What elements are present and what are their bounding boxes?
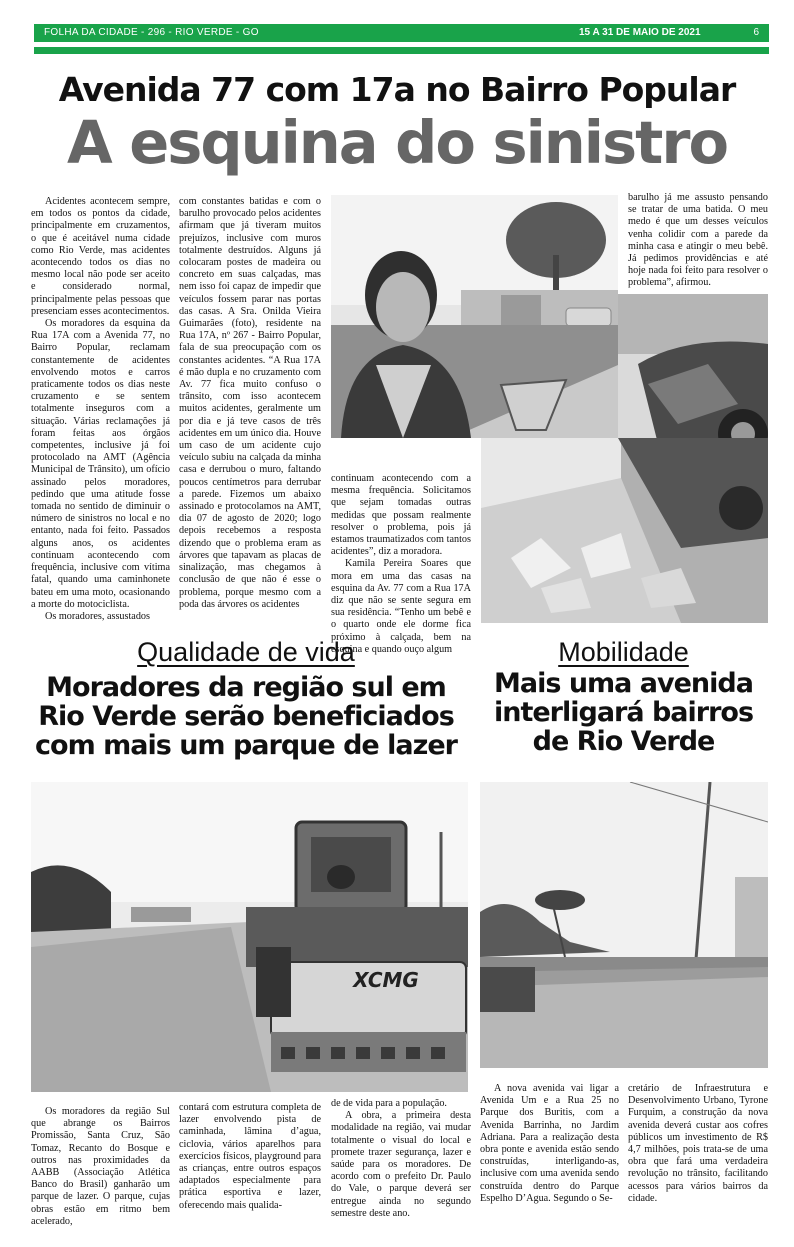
page-number: 6 (753, 27, 759, 38)
story1-col1 (31, 196, 170, 623)
roller-brand: XCMG (353, 968, 419, 992)
story1-headline: Avenida 77 com 17a no Bairro Popular (58, 70, 736, 109)
paragraph: de de vida para a população. (331, 1098, 447, 1109)
story2-kicker: Qualidade de vida (137, 637, 355, 667)
paragraph: A nova avenida vai ligar a Avenida Um e a Rua 25 no Parque dos Buritis, com a Avenida Barrinha, no Jardim Adriana. Para a realização desta obra ponte e avenida estão sendo construídas, interligando-as, inclusive com uma avenida sendo construída dentro do Parque Espelho D’Agua. Segundo o Se- (480, 1083, 619, 1204)
story3-headline: Mais uma avenida interligará bairros de Rio Verde (493, 668, 754, 757)
header-band (34, 24, 769, 42)
paragraph: Os moradores da região Sul que abrange os Bairros Promissão, Santa Cruz, São Tomaz, Recanto do Bosque e outros nas proximidades da AABB (Associação Atlética Banco do Brasil) ganharão um parque de lazer. O parque, cujas obras estão em ritmo bem acelerado, (31, 1106, 170, 1227)
paragraph: contará com estrutura completa de lazer envolvendo pista de caminhada, lâmina d’agua, ciclovia, vários aparelhos para exercícios físicos, playground para as crianças, entre outros espaços adaptados especialmente para prática esportiva e lazer, oferecendo mais qualida- (179, 1102, 322, 1211)
story1-col3 (331, 473, 471, 656)
story2-col1 (31, 1106, 170, 1228)
paragraph: A obra, a primeira desta modalidade na região, vai mudar totalmente o visual do local e promete trazer segurança, lazer e saúde para os moradores. De acordo com o prefeito Dr. Paulo do Vale, o parque deverá ser entregue ainda no segundo semestre deste ano. (331, 1110, 471, 1219)
paragraph: com constantes batidas e com o barulho provocado pelos acidentes afirmam que já tiveram muitos prejuízos, inclusive com muros totalmente destruídos. Alguns já colocaram postes de madeira ou concreto em suas calçadas, mas nem isso foi capaz de impedir que veículos fossem parar nas portas das casas. A Sra. Onilda Vieira Guimarães (foto), residente na Rua 17A, nº 267 - Bairro Popular, fala de sua preocupação com os constantes acidentes. “A Rua 17A é mão dupla e no cruzamento com Av. 77 fica muito confuso o trânsito, com isso acontecem muitos acidentes, geralmente um por dia e já teve casos de três acidentes em um único dia. Houve um caso de um acidente cujo veículo subiu na calçada da minha casa e derrubou o muro, faltando poucos centímetros para derrubar a parede. Fizemos um abaixo assinado e protocolamos na AMT, dia 07 de agosto de 2020; logo depois recebemos a resposta dizendo que o problema eram as árvores que tapavam as placas de sinalização, mas chegamos à conclusão de que não é esse o problema, porque mesmo com a poda das árvores os acidentes (179, 196, 321, 610)
story2-col3 (331, 1098, 471, 1220)
paragraph: Acidentes acontecem sempre, em todos os pontos da cidade, principalmente em cruzamentos, o que é aceitável numa cidade como Rio Verde, mas acidentes acontecendo todos os dias no mesmo local não pode ser aceito e considerado normal, principalmente pelas pessoas que presenciam esses acontecimentos. (31, 196, 170, 317)
edition-date: 15 A 31 DE MAIO DE 2021 (579, 27, 701, 38)
road-roller-photo (31, 782, 468, 1092)
paragraph: cretário de Infraestrutura e Desenvolvimento Urbano, Tyrone Furquim, a construção da nova avenida deverá custar aos cofres públicos um investimento de R$ 4,7 milhões, pois trata-se de uma obra que fará uma verdadeira revolução no trânsito, facilitando acessos para vários bairros da cidade. (628, 1083, 768, 1204)
paragraph: continuam acontecendo com a mesma frequência. Solicitamos que sejam tomadas outras medidas que possam realmente resolver o problema, pois já estamos traumatizados com tantos acidentes”, diz a moradora. (331, 473, 471, 558)
paragraph: Os moradores da esquina da Rua 17A com a Avenida 77, no Bairro Popular, reclamam constantemente de acidentes envolvendo motos e carros praticamente todos os dias neste cruzamento e se sentem totalmente inseguros com a situação. Várias reclamações já foram feitas aos órgãos competentes, inclusive já foi protocolado na AMT (Agência Municipal de Trânsito), um ofício assinado pelos moradores, pedindo que uma atitude fosse tomada no sentido de diminuir o número de sinistros no local e no entanto, nada foi feito. Passados alguns anos, os acidentes continuam acontecendo com frequência, inclusive com vítima fatal, quando uma caminhonete bateu em uma moto, ocasionando a morte do motociclista. (31, 318, 170, 610)
resident-photo (331, 195, 618, 438)
avenue-photo (480, 782, 768, 1068)
story1-title: A esquina do sinistro (67, 108, 727, 177)
header-rule (34, 47, 769, 54)
newspaper-name: FOLHA DA CIDADE - 296 - RIO VERDE - GO (44, 27, 259, 38)
rubble-photo (481, 438, 768, 623)
story3-kicker: Mobilidade (558, 637, 689, 667)
story2-col2 (179, 1102, 321, 1212)
story1-col2 (179, 196, 321, 611)
paragraph: Kamila Pereira Soares que mora em uma das casas na esquina da Av. 77 com a Rua 17A diz que não se sente segura em sua residência. “Tenho um bebê e o quarto onde ele dorme fica próximo à calçada, bem na esquina e quando ouço algum (331, 558, 471, 655)
story3-col2 (628, 1083, 768, 1205)
paragraph: Os moradores, assustados (45, 610, 150, 622)
story2-headline: Moradores da região sul em Rio Verde serão beneficiados com mais um parque de lazer (35, 672, 457, 761)
paragraph: barulho já me assusto pensando se tratar de uma batida. O meu medo é que um desses veículos venha colidir com a parede da minha casa e atingir o meu bebê. Já pedimos providências e até hoje nada foi feito para resolver o problema”, afirmou. (628, 192, 768, 289)
story1-col4 (628, 192, 768, 290)
story3-col1 (480, 1083, 619, 1205)
